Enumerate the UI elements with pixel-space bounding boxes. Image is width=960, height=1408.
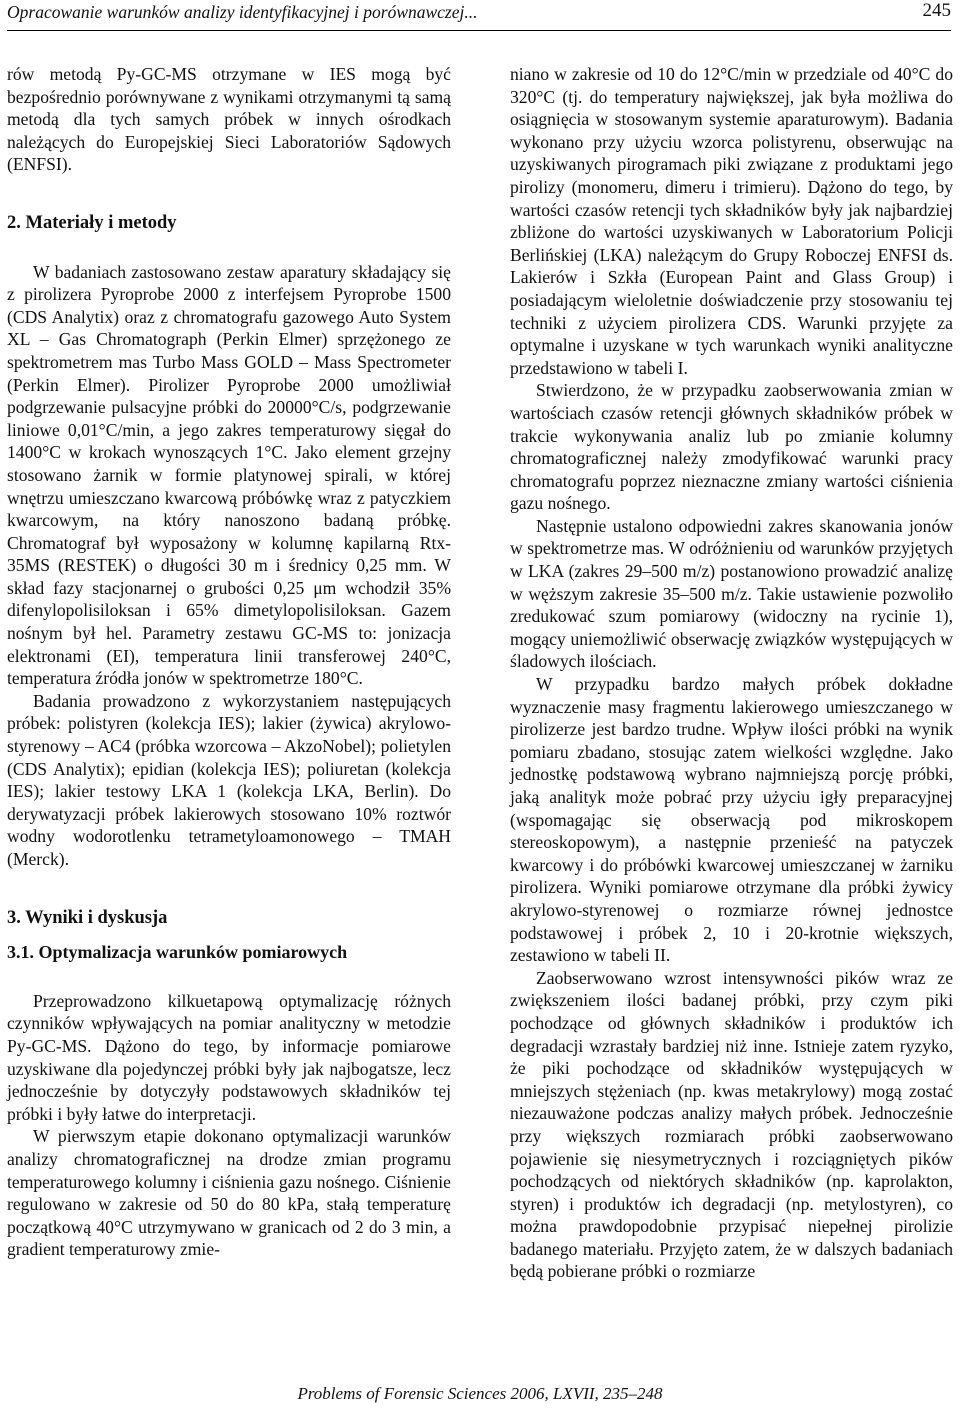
paragraph-optimization-1: Przeprowadzono kilkuetapową optymalizację różnych czynników wpływających na pomiar analityczny w metodzie Py-GC-MS. Dążono do tego, by informacje pomiarowe uzyskiwane dla pojedynczej próbki były jak najbogatsze, lecz jednocześnie by dotyczyły podstawowych składników tej próbki i były łatwe do interpretacji. xyxy=(7,990,451,1124)
paragraph-retention: Stwierdzono, że w przypadku zaobserwowania zmian w wartościach czasów retencji głównych składników próbek w trakcie wykonywania analiz lub po zmianie kolumny chromatograficznej należy zmodyfikować warunki pracy chromatografu poprzez nieznaczne zmiany wartości ciśnienia gazu nośnego. xyxy=(510,380,953,514)
paragraph-sample-size: W przypadku bardzo małych próbek dokładne wyznaczenie masy fragmentu lakierowego umieszczanego w pirolizerze jest bardzo trudne. Wpływ ilości próbki na wynik pomiaru zbadano, stosując zatem wielkości względne. Jako jednostkę podstawową wybrano najmniejszą porcję próbki, jaką analityk może pobrać przy użyciu igły preparacyjnej (wspomagając się obserwacją pod mikroskopem stereoskopowym), a następnie przenieść na patyczek kwarcowy i do próbówki kwarcowej umieszczanej w żarniku pirolizera. Wyniki pomiarowe otrzymane dla próbki żywicy akrylowo-styrenowej o rozmiarze równej jednostce podstawowej i próbek 2, 10 i 20-krotnie większych, zestawiono w tabeli II. xyxy=(510,674,953,966)
page-number: 245 xyxy=(922,0,951,21)
paragraph-materials-1: W badaniach zastosowano zestaw aparatury składający się z pirolizera Pyroprobe 2000 z interfejsem Pyroprobe 1500 (CDS Analytix) oraz z chromatografu gazowego Auto System XL – Gas Chromatograph (Perkin Elmer) sprzężonego ze spektrometrem mas Turbo Mass GOLD – Mass Spectrometer (Perkin Elmer). Pirolizer Pyroprobe 2000 umożliwiał podgrzewanie pulsacyjne próbki do 20000°C/s, podgrzewanie liniowe 0,01°C/min, a jego zakres temperaturowy sięgał do 1400°C w krokach wynoszących 1°C. Jako element grzejny stosowano żarnik w formie platynowej spirali, w której wnętrzu umieszczano kwarcową próbówkę wraz z patyczkiem kwarcowym, na który nanoszono badaną próbkę. Chromatograf był wyposażony w kolumnę kapilarną Rtx-35MS (RESTEK) o długości 30 m i średnicy 0,25 mm. W skład fazy stacjonarnej o grubości 0,25 μm wchodził 35% difenylopolisiloksan i 65% dimetylopolisiloksan. Gazem nośnym był hel. Parametry zestawu GC-MS to: jonizacja elektronami (EI), temperatura linii transferowej 240°C, temperatura źródła jonów w spektrometrze 180°C. xyxy=(7,261,451,689)
paragraph-materials-2: Badania prowadzono z wykorzystaniem następujących próbek: polistyren (kolekcja IES); lakier (żywica) akrylowo-styrenowy – AC4 (próbka wzorcowa – AkzoNobel); polietylen (CDS Analytix); epidian (kolekcja IES); poliuretan (kolekcja IES); lakier testowy LKA 1 (kolekcja LKA, Berlin). Do derywatyzacji próbek lakierowych stosowano 10% roztwór wodny wodorotlenku tetrametyloamonowego – TMAH (Merck). xyxy=(7,690,451,869)
paragraph-scan-range: Następnie ustalono odpowiedni zakres skanowania jonów w spektrometrze mas. W odróżnieniu od warunków przyjętych w LKA (zakres 29–500 m/z) postanowiono prowadzić analizę w węższym zakresie 35–500 m/z. Takie ustawienie pozwoliło zredukować szum pomiarowy (widoczny na rycinie 1), mogący uniemożliwić obserwację związków występujących w śladowych ilościach. xyxy=(510,515,953,672)
paragraph-optimization-2: W pierwszym etapie dokonano optymalizacji warunków analizy chromatograficznej na drodze zmian programu temperaturowego kolumny i ciśnienia gazu nośnego. Ciśnienie regulowano w zakresie od 50 do 80 kPa, stałą temperaturę początkową 40°C utrzymywano w granicach od 2 do 3 min, a gradient temperaturowy zmie- xyxy=(7,1126,451,1260)
section-heading-results: 3. Wyniki i dyskusja xyxy=(7,907,168,928)
paragraph-intro: rów metodą Py-GC-MS otrzymane w IES mogą być bezpośrednio porównywane z wynikami otrzymanymi tą samą metodą dla tych samych próbek w innych ośrodkach należących do Europejskiej Sieci Laboratoriów Sądowych (ENFSI). xyxy=(7,64,451,175)
paragraph-peak-intensity: Zaobserwowano wzrost intensywności pików wraz ze zwiększeniem ilości badanej próbki, przy czym piki pochodzące od głównych składników i produktów ich degradacji wzrastały bardziej niż inne. Istnieje zatem ryzyko, że piki pochodzące od składników występujących w mniejszych stężeniach (np. kwas metakrylowy) mogą zostać niezauważone podczas analizy małych próbek. Jednocześnie przy większych rozmiarach próbki zaobserwowano pojawienie się niesymetrycznych i rozciągniętych pików pochodzących od niektórych składników (np. kaprolakton, styren) i produktów ich degradacji (np. metylostyren), co można prawdopodobnie przypisać niepełnej pirolizie badanego materiału. Przyjęto zatem, że w dalszych badaniach będą pobierane próbki o rozmiarze xyxy=(510,967,953,1282)
page-footer: Problems of Forensic Sciences 2006, LXVII, 235–248 xyxy=(297,1384,663,1403)
section-heading-materials: 2. Materiały i metody xyxy=(7,212,177,233)
paragraph-continuation: niano w zakresie od 10 do 12°C/min w przedziale od 40°C do 320°C (tj. do temperatury największej, jak była możliwa do osiągnięcia w stosowanym systemie aparaturowym). Badania wykonano przy użyciu wzorca polistyrenu, obserwując na uzyskiwanych pirogramach piki związane z produktami jego pirolizy (monomeru, dimeru i trimieru). Dążono do tego, by wartości czasów retencji tych składników były jak najbardziej zbliżone do wartości uzyskiwanych w Laboratorium Policji Berlińskiej (LKA) należącym do Grupy Roboczej ENFSI ds. Lakierów i Szkła (European Paint and Glass Group) i posiadającym wieloletnie doświadczenie przy stosowaniu tej techniki z użyciem pirolizera CDS. Warunki przyjęte za optymalne i uzyskane w tych warunkach wyniki analityczne przedstawiono w tabeli I. xyxy=(510,64,953,378)
left-column xyxy=(7,63,451,1261)
page-header xyxy=(7,0,951,31)
subsection-heading-optimization: 3.1. Optymalizacja warunków pomiarowych xyxy=(7,942,348,963)
running-head: Opracowanie warunków analizy identyfikacyjnej i porównawczej... xyxy=(7,2,478,22)
right-column xyxy=(510,63,953,1283)
